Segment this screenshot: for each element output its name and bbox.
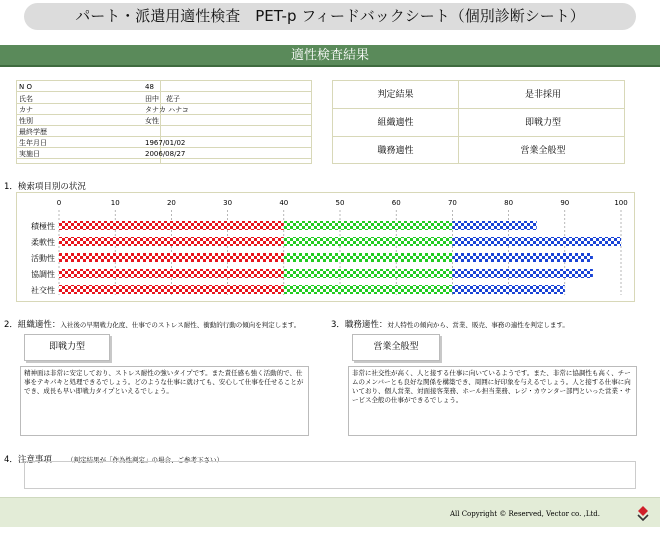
- category-label: 社交性: [31, 286, 55, 295]
- result-label: 職務適性: [377, 146, 414, 156]
- bar-segment: [59, 285, 284, 294]
- section4-heading: 4．注意事項: [4, 455, 52, 465]
- bar-segment: [452, 221, 536, 230]
- x-tick-label: 50: [335, 199, 345, 207]
- x-tick-label: 40: [279, 199, 289, 207]
- bar-segment: [59, 253, 284, 262]
- chart-container: [16, 192, 635, 302]
- section2-subtext: 入社後の早期戦力化度、仕事でのストレス耐性、衝動的行動の傾向を判定します。: [60, 321, 301, 329]
- section1-heading: 1．検索項目別の状況: [4, 182, 86, 192]
- result-table: [332, 80, 625, 164]
- section2-heading-block: [4, 312, 326, 331]
- profile-row-birthdate: [17, 139, 311, 148]
- category-label: 積極性: [31, 222, 55, 231]
- bar-segment: [59, 237, 284, 246]
- section3-heading: 3．職務適性：: [331, 320, 388, 330]
- profile-label: N O: [19, 83, 32, 91]
- footer: [0, 497, 660, 527]
- profile-value: 2006/08/27: [145, 150, 186, 158]
- profile-value: 1967/01/02: [145, 139, 186, 147]
- profile-label: 氏名: [19, 95, 33, 103]
- result-value: 営業全般型: [520, 146, 566, 156]
- category-label: 柔軟性: [31, 238, 55, 247]
- x-tick-label: 60: [391, 199, 401, 207]
- x-tick-label: 100: [614, 199, 628, 207]
- bar-segment: [452, 285, 564, 294]
- profile-label: 実施日: [19, 150, 40, 158]
- result-value: 是非採用: [524, 90, 561, 100]
- bar-segment: [59, 269, 284, 278]
- profile-table: [16, 80, 312, 164]
- notes-box: [24, 461, 636, 489]
- result-value: 即戦力型: [524, 118, 561, 128]
- page-title: パート・派遣用適性検査 PET-p フィードバックシート（個別診断シート）: [24, 3, 636, 30]
- bar-segment: [452, 269, 593, 278]
- bar-segment: [452, 237, 621, 246]
- x-tick-label: 20: [166, 199, 176, 207]
- category-label: 協調性: [31, 270, 55, 279]
- result-row-job: [333, 137, 624, 165]
- bar-segment: [284, 221, 453, 230]
- profile-value: 48: [145, 83, 154, 91]
- bar-segment: [452, 253, 593, 262]
- section-header: 適性検査結果: [0, 45, 660, 67]
- profile-value: 田中 花子: [145, 95, 180, 103]
- section2-heading: 2．組織適性：: [4, 320, 61, 330]
- profile-label: 最終学歴: [19, 128, 47, 136]
- x-tick-label: 80: [504, 199, 514, 207]
- company-logo-icon: [636, 505, 650, 521]
- result-label: 判定結果: [377, 90, 414, 100]
- profile-row-kana: [17, 106, 311, 115]
- bar-segment: [284, 285, 453, 294]
- bar-segment: [284, 237, 453, 246]
- category-label: 活動性: [31, 254, 55, 263]
- job-type-box: 営業全般型: [352, 334, 440, 361]
- profile-label: カナ: [19, 106, 33, 114]
- section4-subtext: （判定結果が「作為性判定」の場合、ご参考下さい）: [67, 456, 224, 464]
- copyright-text: All Copyright © Reserved, Vector co. ,Ltd.: [449, 510, 600, 518]
- profile-row-no: [17, 83, 311, 92]
- profile-row-test-date: [17, 150, 311, 159]
- result-label: 組織適性: [377, 118, 414, 128]
- x-tick-label: 30: [223, 199, 233, 207]
- profile-row-education: [17, 128, 311, 137]
- organization-description: 精神面は非常に安定しており、ストレス耐性の強いタイプです。また責任感も強く活動的で、仕事をテキパキと処理できるでしょう。どのような仕事に就けても、安心して仕事を任せることができ、成長も早い即戦力タイプといえるでしょう。: [20, 366, 309, 436]
- bar-segment: [59, 221, 284, 230]
- section3-subtext: 対人特性の傾向から、営業、販売、事務の適性を判定します。: [387, 321, 569, 329]
- profile-row-gender: [17, 117, 311, 126]
- profile-row-name: [17, 95, 311, 104]
- bar-segment: [284, 269, 453, 278]
- x-tick-label: 10: [110, 199, 120, 207]
- score-chart: [17, 193, 636, 303]
- section3-heading-block: [331, 312, 656, 331]
- profile-value: 女性: [145, 117, 159, 125]
- result-row-organization: [333, 109, 624, 137]
- profile-value: タナカ ハナコ: [145, 106, 189, 114]
- profile-label: 生年月日: [19, 139, 47, 147]
- job-description: 非常に社交性が高く、人と接する仕事に向いているようです。また、非常に協調性も高く、チームのメンバーとも良好な関係を構築でき、周囲に好印象を与えるでしょう。人と接する仕事に向いており、個人営業、対面接客業務、ホール担当業務、レジ・カウンター部門といった営業・サービス全般の仕事ができるでしょう。: [348, 366, 637, 436]
- result-row-judgement: [333, 81, 624, 109]
- x-tick-label: 0: [56, 199, 62, 207]
- x-tick-label: 90: [560, 199, 570, 207]
- x-tick-label: 70: [447, 199, 457, 207]
- bar-segment: [284, 253, 453, 262]
- profile-label: 性別: [19, 117, 33, 125]
- organization-type-box: 即戦力型: [24, 334, 110, 361]
